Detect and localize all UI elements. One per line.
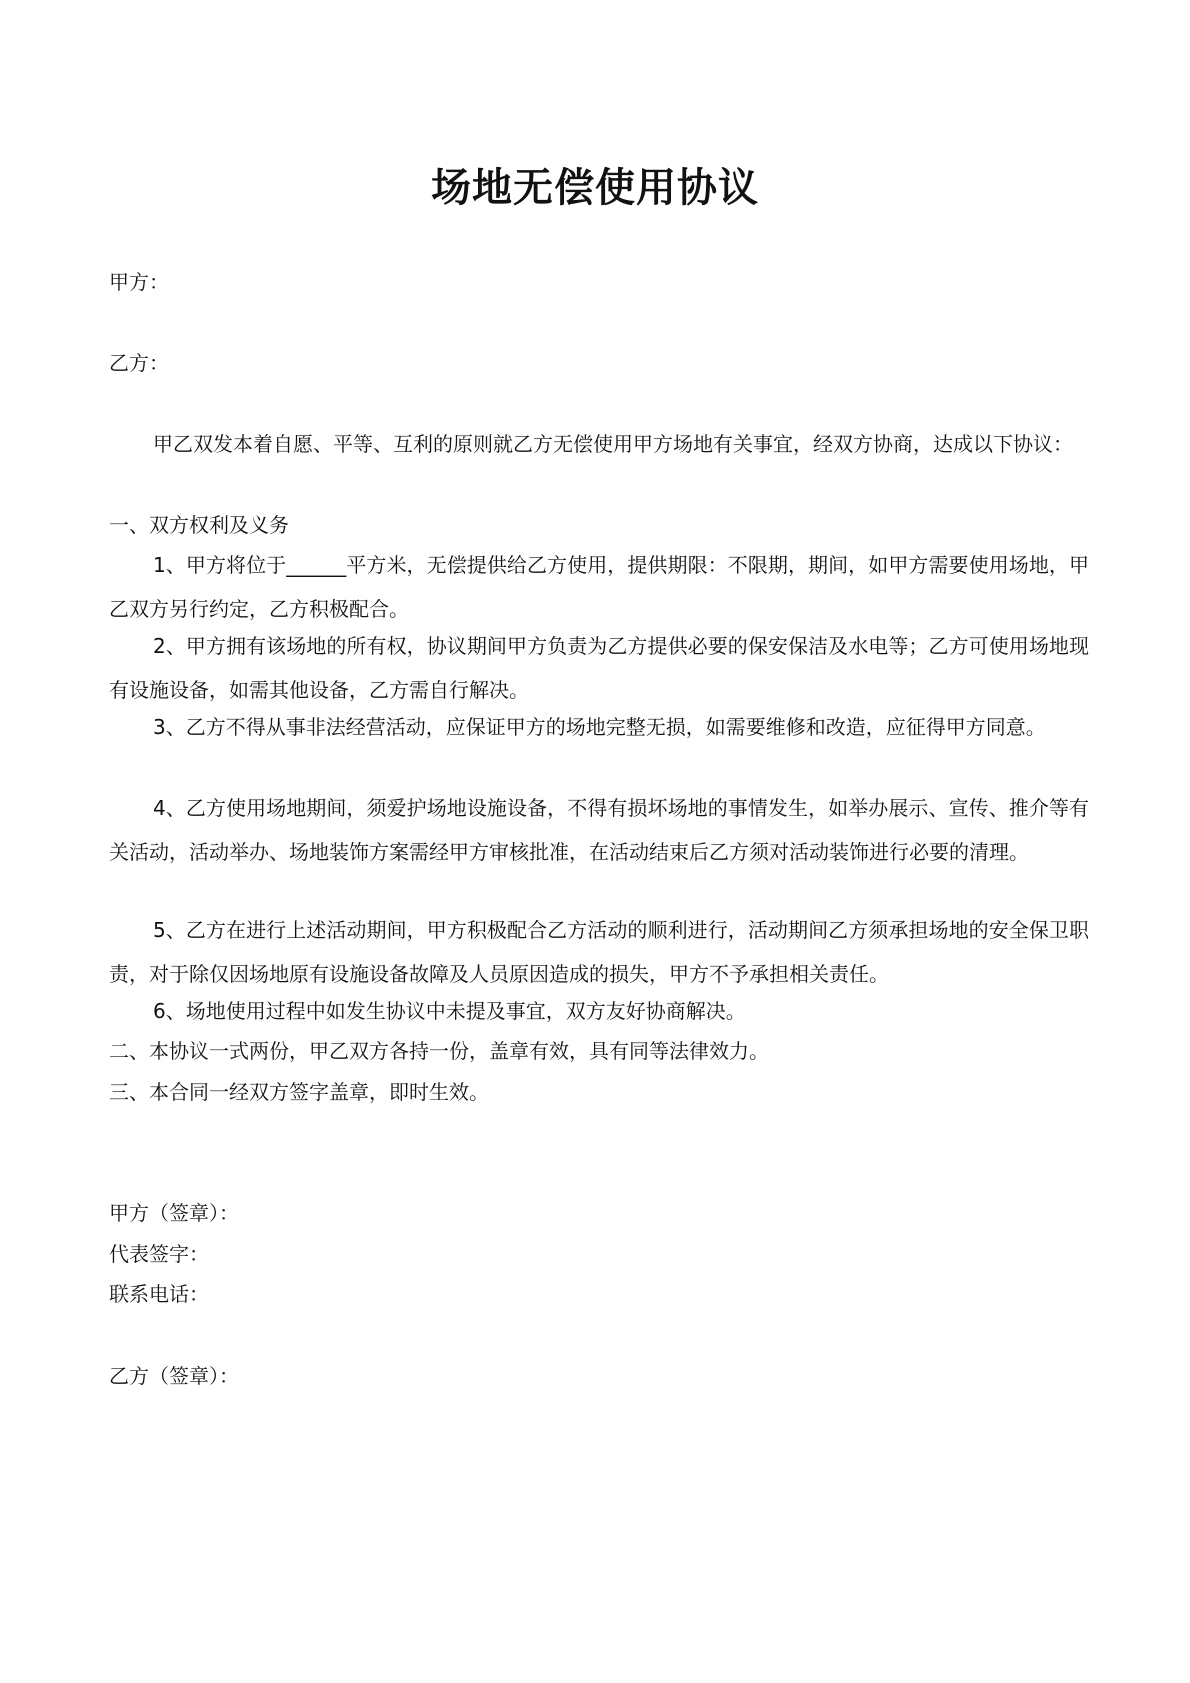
representative-signature-label: 代表签字： xyxy=(109,1242,209,1266)
party-b-seal-label: 乙方（签章）： xyxy=(109,1364,239,1388)
preamble: 甲乙双发本着自愿、平等、互利的原则就乙方无偿使用甲方场地有关事宜，经双方协商，达成以下协议： xyxy=(153,432,1073,456)
clause-4: 4、乙方使用场地期间，须爱护场地设施设备，不得有损坏场地的事情发生，如举办展示、宣传、推介等有关活动，活动举办、场地装饰方案需经甲方审核批准，在活动结束后乙方须对活动装饰进行必要的清理。 xyxy=(109,796,1089,864)
section-3: 三、本合同一经双方签字盖章，即时生效。 xyxy=(109,1080,489,1104)
phone-label: 联系电话： xyxy=(109,1282,209,1306)
clause-3: 3、乙方不得从事非法经营活动，应保证甲方的场地完整无损，如需要维修和改造，应征得甲方同意。 xyxy=(153,715,1046,739)
party-b-label: 乙方： xyxy=(109,351,169,375)
clause-1: 1、甲方将位于______平方米，无偿提供给乙方使用，提供期限：不限期，期间，如甲方需要使用场地，甲乙双方另行约定，乙方积极配合。 xyxy=(109,553,1089,621)
party-a-label: 甲方： xyxy=(109,270,169,294)
section-1-heading: 一、双方权利及义务 xyxy=(109,513,289,537)
clause-5: 5、乙方在进行上述活动期间，甲方积极配合乙方活动的顺利进行，活动期间乙方须承担场地的安全保卫职责，对于除仅因场地原有设施设备故障及人员原因造成的损失，甲方不予承担相关责任。 xyxy=(109,918,1089,986)
section-2: 二、本协议一式两份，甲乙双方各持一份，盖章有效，具有同等法律效力。 xyxy=(109,1039,769,1063)
clause-2: 2、甲方拥有该场地的所有权，协议期间甲方负责为乙方提供必要的保安保洁及水电等；乙方可使用场地现有设施设备，如需其他设备，乙方需自行解决。 xyxy=(109,634,1089,702)
clause-6: 6、场地使用过程中如发生协议中未提及事宜，双方友好协商解决。 xyxy=(153,999,746,1023)
party-a-seal-label: 甲方（签章）： xyxy=(109,1201,239,1225)
document-title: 场地无偿使用协议 xyxy=(431,165,759,211)
